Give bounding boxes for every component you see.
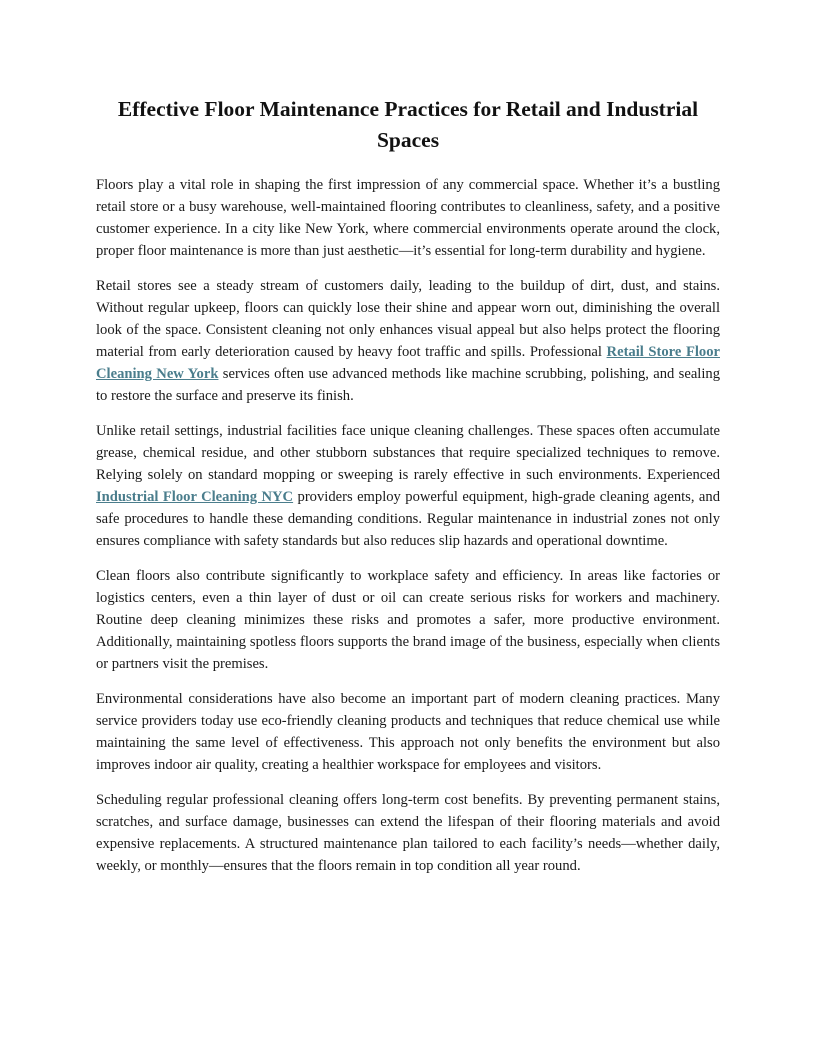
paragraph-retail (96, 275, 720, 407)
paragraph-intro (96, 174, 720, 262)
industrial-floor-cleaning-link[interactable]: Industrial Floor Cleaning NYC (96, 489, 294, 505)
paragraph-scheduling (96, 789, 720, 877)
retail-store-floor-cleaning-link[interactable]: Retail Store Floor Cleaning New York (96, 344, 720, 382)
document-title: Effective Floor Maintenance Practices for Retail and Industrial Spaces (117, 97, 699, 152)
paragraph-safety (96, 565, 720, 675)
paragraph-text: Clean floors also contribute significantly to workplace safety and efficiency. In areas like factories or logistics centers, even a thin layer of dust or oil can create serious risks for workers and machinery. Routine deep cleaning minimizes these risks and promotes a safer, more productive environment. Additionally, maintaining spotless floors supports the brand image of the business, especially when clients or partners visit the premises. (96, 568, 720, 672)
paragraph-text: Floors play a vital role in shaping the first impression of any commercial space. Whether it’s a bustling retail store or a busy warehouse, well-maintained flooring contributes to cleanliness, safety, and a positive customer experience. In a city like New York, where commercial environments operate around the clock, proper floor maintenance is more than just aesthetic—it’s essential for long-term durability and hygiene. (96, 177, 720, 259)
paragraph-text: Unlike retail settings, industrial facilities face unique cleaning challenges. These spaces often accumulate grease, chemical residue, and other stubborn substances that require specialized techniques to remove. Relying solely on standard mopping or sweeping is rarely effective in such environments. Experienced (96, 423, 720, 483)
paragraph-text: providers employ powerful equipment, high-grade cleaning agents, and safe procedures to handle these demanding conditions. Regular maintenance in industrial zones not only ensures compliance with safety standards but also reduces slip hazards and operational downtime. (96, 489, 720, 549)
paragraph-text: services often use advanced methods like machine scrubbing, polishing, and sealing to restore the surface and preserve its finish. (96, 366, 721, 404)
paragraph-text: Scheduling regular professional cleaning offers long-term cost benefits. By preventing permanent stains, scratches, and surface damage, businesses can extend the lifespan of their flooring materials and avoid expensive replacements. A structured maintenance plan tailored to each facility’s needs—whether daily, weekly, or monthly—ensures that the floors remain in top condition all year round. (96, 792, 720, 874)
paragraph-text: Environmental considerations have also become an important part of modern cleaning practices. Many service providers today use eco-friendly cleaning products and techniques that reduce chemical use while maintaining the same level of effectiveness. This approach not only benefits the environment but also improves indoor air quality, creating a healthier workspace for employees and visitors. (96, 691, 720, 773)
paragraph-industrial (96, 420, 720, 552)
document-page (96, 94, 720, 890)
paragraph-environment (96, 688, 720, 776)
paragraph-text: Retail stores see a steady stream of customers daily, leading to the buildup of dirt, dust, and stains. Without regular upkeep, floors can quickly lose their shine and appear worn out, diminishing the overall look of the space. Consistent cleaning not only enhances visual appeal but also helps protect the flooring material from early deterioration caused by heavy foot traffic and spills. Professional (96, 278, 720, 360)
